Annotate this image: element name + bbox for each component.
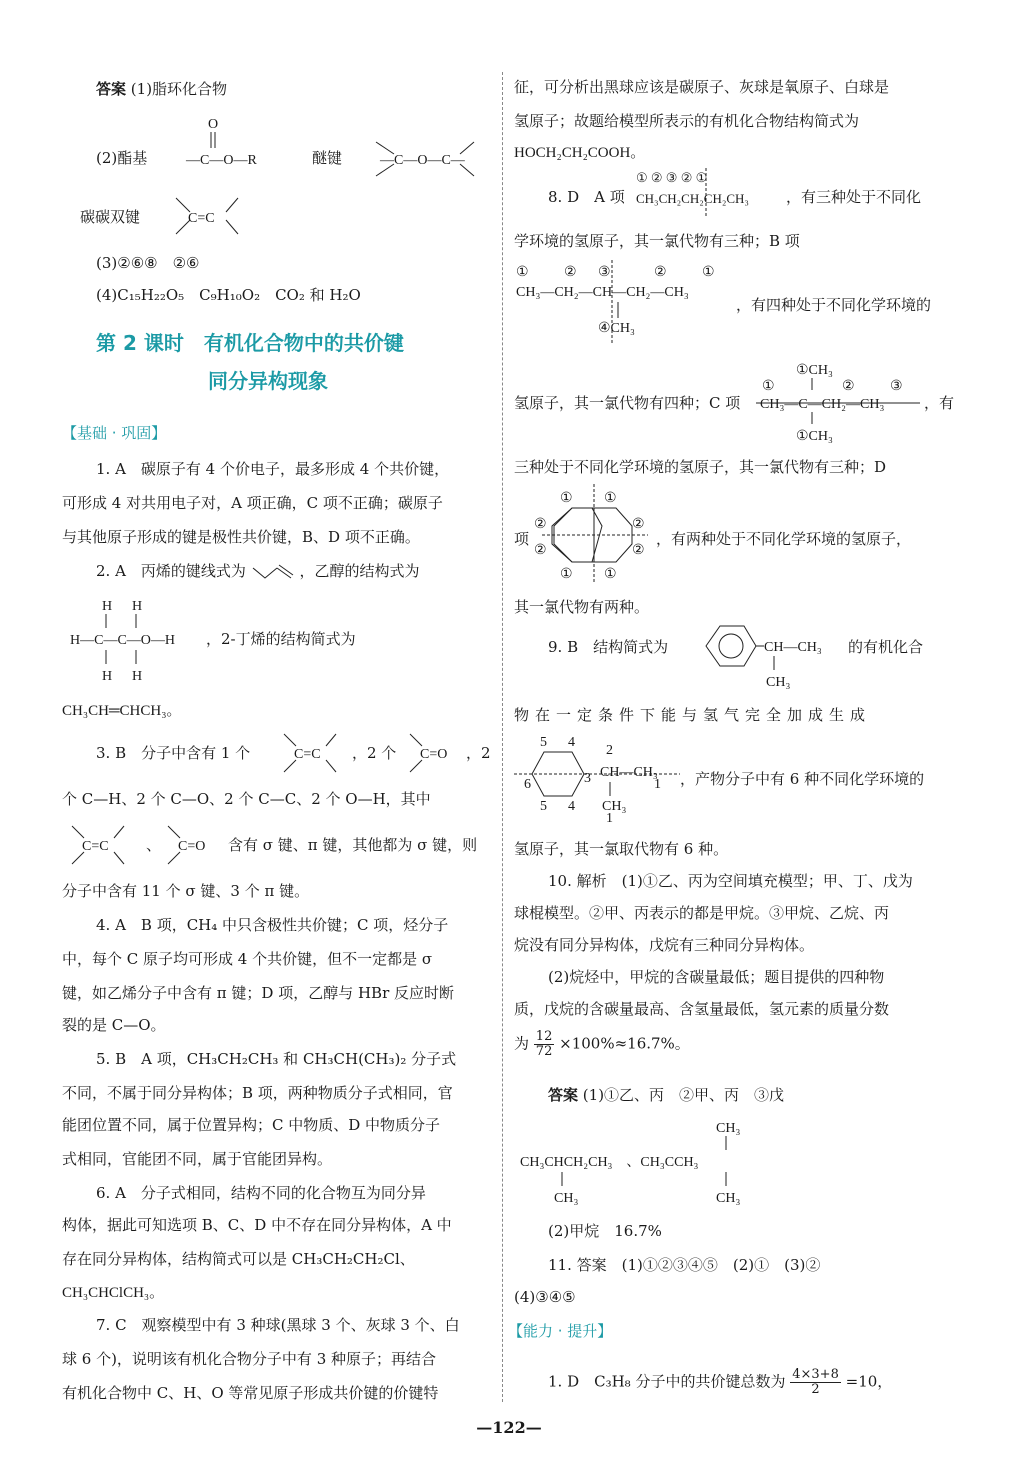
q6-line: 6. A 分子式相同，结构不同的化合物互为同分异 bbox=[96, 1184, 426, 1202]
svg-text:C=O: C=O bbox=[178, 839, 206, 854]
lesson-title: 第 2 课时 有机化合物中的共价键 bbox=[96, 331, 404, 355]
svg-text:②: ② bbox=[654, 265, 667, 280]
ester-structure bbox=[184, 112, 294, 174]
ester-label: (2)酯基 bbox=[96, 149, 148, 167]
q8-text: 其一氯代物有两种。 bbox=[514, 598, 650, 616]
q5-line: 5. B A 项，CH₃CH₂CH₃ 和 CH₃CH(CH₃)₂ 分子式 bbox=[96, 1050, 457, 1068]
q7-line: 有机化合物中 C、H、O 等常见原子形成共价键的价键特 bbox=[62, 1384, 439, 1402]
q9-text: 的有机化合 bbox=[848, 638, 924, 656]
q4-line: 裂的是 C—O。 bbox=[62, 1016, 166, 1034]
ether-structure bbox=[374, 132, 494, 184]
q4-line: 4. A B 项，CH₄ 中只含极性共价键；C 项，烃分子 bbox=[96, 916, 449, 934]
q1-ability-line bbox=[548, 1368, 892, 1397]
q2-text: 2. A 丙烯的键线式为 bbox=[96, 562, 246, 580]
naphthalene-structure bbox=[532, 484, 658, 584]
svg-text:②: ② bbox=[534, 543, 547, 558]
q10-calc-line: 为 $\frac{12}{72}$ ×100%≈16.7%。 bbox=[514, 1029, 690, 1059]
q8-b-structure bbox=[514, 260, 740, 344]
svg-text:CH₃: CH₃ bbox=[716, 1191, 741, 1206]
svg-text:3: 3 bbox=[584, 771, 591, 786]
section-basic: 【基础 · 巩固】 bbox=[62, 424, 167, 442]
q1-frac-num: 4×3+8 bbox=[792, 1367, 839, 1382]
q3-text: 分子中含有 11 个 σ 键、3 个 π 键。 bbox=[62, 882, 310, 900]
svg-text:CH—CH₃: CH—CH₃ bbox=[764, 640, 822, 655]
q11-line: (4)③④⑤ bbox=[514, 1288, 576, 1306]
svg-text:4: 4 bbox=[568, 799, 575, 814]
svg-text:①CH₃: ①CH₃ bbox=[796, 429, 833, 444]
svg-text:①: ① bbox=[702, 265, 715, 280]
svg-text:③: ③ bbox=[598, 265, 611, 280]
symmetry-axis bbox=[700, 168, 712, 218]
svg-text:2: 2 bbox=[606, 743, 613, 758]
q11-line: 11. 答案 (1)①②③④⑤ (2)① (3)② bbox=[548, 1256, 821, 1274]
q10-calc: ×100%≈16.7%。 bbox=[559, 1034, 690, 1053]
q3-line bbox=[96, 742, 250, 764]
q1-ability-text: 1. D C₃H₈ 分子中的共价键总数为 bbox=[548, 1372, 786, 1391]
svg-text:6: 6 bbox=[524, 777, 531, 792]
q1-frac-den: 2 bbox=[811, 1382, 820, 1397]
q9-product-structure bbox=[514, 734, 684, 822]
q2-text: ，乙醇的结构式为 bbox=[299, 562, 420, 580]
svg-text:H—C—C—O—H: H—C—C—O—H bbox=[70, 633, 176, 648]
q8-text: 8. D A 项 bbox=[548, 188, 625, 206]
q1-line: 可形成 4 对共用电子对，A 项正确，C 项不正确；碳原子 bbox=[62, 494, 443, 512]
answer-4: (4)C₁₅H₂₂O₅ C₉H₁₀O₂ CO₂ 和 H₂O bbox=[96, 286, 361, 304]
q1-line: 与其他原子形成的键是极性共价键，B、D 项不正确。 bbox=[62, 528, 420, 546]
svg-text:C=C: C=C bbox=[294, 747, 321, 762]
q10-line: 质，戊烷的含碳量最高、含氢量最低，氢元素的质量分数 bbox=[514, 1000, 890, 1018]
svg-text:CH—CH₃: CH—CH₃ bbox=[600, 765, 658, 780]
q10-answer-1: (1)①乙、丙 ②甲、丙 ③戊 bbox=[582, 1086, 785, 1104]
svg-text:CH₃: CH₃ bbox=[716, 1121, 741, 1136]
q1-line: 1. A 碳原子有 4 个价电子，最多形成 4 个共价键， bbox=[96, 460, 450, 478]
q2-text: CH₃CH═CHCH₃。 bbox=[62, 703, 182, 719]
svg-text:H: H bbox=[102, 669, 113, 684]
ester-o: O bbox=[208, 117, 219, 132]
svg-text:①: ① bbox=[604, 567, 617, 582]
q10-frac-den: 72 bbox=[535, 1044, 553, 1059]
q9-text: 物在一定条件下能与氢气完全加成生成 bbox=[514, 706, 872, 724]
q8-c-structure bbox=[756, 354, 930, 450]
q8-text: ，有四种处于不同化学环境的 bbox=[736, 296, 932, 314]
q8-text: 项 bbox=[514, 530, 530, 548]
q10-fraction bbox=[534, 1030, 555, 1059]
svg-text:1: 1 bbox=[606, 811, 613, 822]
q1-fraction bbox=[790, 1368, 841, 1397]
q10-answer-2: (2)甲烷 16.7% bbox=[548, 1222, 662, 1240]
q3-text: 个 C—H、2 个 C—O、2 个 C—C、2 个 O—H，其中 bbox=[62, 790, 431, 808]
q10-answer bbox=[548, 1084, 784, 1106]
q2-line bbox=[96, 560, 420, 582]
svg-text:CH₃—C—CH₂—CH₃: CH₃—C—CH₂—CH₃ bbox=[760, 397, 885, 412]
svg-text:①: ① bbox=[516, 265, 529, 280]
q8-text: ，有两种处于不同化学环境的氢原子， bbox=[656, 530, 912, 548]
q6-line: CH₃CHClCH₃。 bbox=[62, 1285, 165, 1301]
q6-line: 构体，据此可知选项 B、C、D 中不存在同分异构体，A 中 bbox=[62, 1216, 452, 1234]
q8-text: 三种处于不同化学环境的氢原子，其一氯代物有三种；D bbox=[514, 458, 887, 476]
q9-styrene-structure bbox=[698, 620, 848, 692]
q6-line: 存在同分异构体，结构简式可以是 CH₃CH₂CH₂Cl、 bbox=[62, 1250, 415, 1268]
q8-text: 氢原子，其一氯代物有四种；C 项 bbox=[514, 394, 741, 412]
svg-text:①: ① bbox=[560, 491, 573, 506]
q4-line: 中，每个 C 原子均可形成 4 个共价键，但不一定都是 σ bbox=[62, 950, 433, 968]
cc-double-structure bbox=[172, 192, 252, 242]
q3-text: 、 bbox=[146, 836, 162, 854]
svg-text:C=O: C=O bbox=[420, 747, 448, 762]
svg-text:H: H bbox=[132, 669, 143, 684]
section-ability: 【能力 · 提升】 bbox=[508, 1322, 613, 1340]
svg-text:4: 4 bbox=[568, 735, 575, 750]
q10-isomers bbox=[516, 1112, 786, 1206]
q8-text: 学环境的氢原子，其一氯代物有三种；B 项 bbox=[514, 232, 800, 250]
svg-text:CH₃CHCH₂CH₃ 、CH₃CCH₃: CH₃CHCH₂CH₃ 、CH₃CCH₃ bbox=[520, 1155, 699, 1170]
q7-cont-line: 氢原子；故题给模型所表示的有机化合物结构简式为 bbox=[514, 112, 860, 130]
svg-text:①: ① bbox=[604, 491, 617, 506]
answer-3: (3)②⑥⑧ ②⑥ bbox=[96, 254, 200, 272]
q7-line: 球 6 个)，说明该有机化合物分子中有 3 种原子；再结合 bbox=[62, 1350, 437, 1368]
svg-text:①CH₃: ①CH₃ bbox=[796, 363, 833, 378]
svg-text:②: ② bbox=[842, 379, 855, 394]
q5-line: 不同，不属于同分异构体；B 项，两种物质分子式相同，官 bbox=[62, 1084, 453, 1102]
q8-text: ，有 bbox=[924, 394, 955, 412]
svg-text:③: ③ bbox=[890, 379, 903, 394]
q3-text: 含有 σ 键、π 键，其他都为 σ 键，则 bbox=[228, 836, 478, 854]
svg-text:①: ① bbox=[762, 379, 775, 394]
svg-text:②: ② bbox=[564, 265, 577, 280]
svg-text:H: H bbox=[102, 599, 113, 614]
q1-ability-text: =10， bbox=[845, 1372, 893, 1391]
svg-text:C=C: C=C bbox=[82, 839, 109, 854]
svg-text:CH₃—CH₂—CH—CH₂—CH₃: CH₃—CH₂—CH—CH₂—CH₃ bbox=[516, 285, 689, 300]
propene-skeletal bbox=[251, 564, 295, 580]
svg-text:②: ② bbox=[632, 543, 645, 558]
q10-frac-num: 12 bbox=[535, 1029, 553, 1044]
q8-nums: ① ② ③ ② ① bbox=[636, 170, 708, 185]
q5-line: 能团位置不同，属于位置异构；C 中物质、D 中物质分子 bbox=[62, 1116, 441, 1134]
ether-group: —C—O—C— bbox=[380, 153, 465, 168]
svg-text:H: H bbox=[132, 599, 143, 614]
page-number: —122— bbox=[476, 1418, 542, 1437]
q9-text: ，产物分子中有 6 种不同化学环境的 bbox=[680, 770, 925, 788]
svg-text:CH₃: CH₃ bbox=[554, 1191, 579, 1206]
q9-text: 9. B 结构简式为 bbox=[548, 638, 669, 656]
ethanol-structure bbox=[66, 594, 226, 686]
cc-double-icon bbox=[66, 822, 136, 868]
svg-text:5: 5 bbox=[540, 735, 547, 750]
svg-text:CH₃: CH₃ bbox=[766, 675, 791, 690]
svg-text:1: 1 bbox=[654, 777, 661, 792]
q10-line: 烷没有同分异构体，戊烷有三种同分异构体。 bbox=[514, 936, 815, 954]
q4-line: 键，如乙烯分子中含有 π 键；D 项，乙醇与 HBr 反应时断 bbox=[62, 984, 455, 1002]
cc-double-group: C=C bbox=[188, 211, 215, 226]
ester-group: —C—O—R bbox=[186, 153, 257, 168]
lesson-subtitle: 同分异构现象 bbox=[208, 369, 328, 393]
cc-double-label: 碳碳双键 bbox=[80, 208, 141, 226]
q8-formula: CH₃CH₂CH₂CH₂CH₃ bbox=[636, 191, 749, 206]
q5-line: 式相同，官能团不同，属于官能团异构。 bbox=[62, 1150, 333, 1168]
q7-line: 7. C 观察模型中有 3 种球(黑球 3 个、灰球 3 个、白 bbox=[96, 1316, 460, 1334]
q2-text: ，2-丁烯的结构简式为 bbox=[206, 630, 356, 648]
q7-cont-line: 征，可分析出黑球应该是碳原子、灰球是氧原子、白球是 bbox=[514, 78, 890, 96]
answer-line-1 bbox=[96, 78, 227, 100]
q7-cont-line: HOCH₂CH₂COOH。 bbox=[514, 145, 646, 161]
q3-text: ，2 个 bbox=[352, 744, 397, 762]
q10-line: (2)烷烃中，甲烷的含碳量最低；题目提供的四种物 bbox=[548, 968, 885, 986]
svg-text:④CH₃: ④CH₃ bbox=[598, 321, 635, 336]
co-double-icon bbox=[406, 730, 466, 776]
q10-answer-title: 答案 bbox=[548, 1086, 579, 1104]
answer-1: (1)脂环化合物 bbox=[130, 80, 228, 98]
q3-text: 3. B 分子中含有 1 个 bbox=[96, 744, 251, 762]
ether-label: 醚键 bbox=[312, 149, 343, 167]
q3-text: ，2 bbox=[466, 744, 491, 762]
q10-line: 球棍模型。②甲、丙表示的都是甲烷。③甲烷、乙烷、丙 bbox=[514, 904, 890, 922]
cc-double-icon bbox=[278, 730, 348, 776]
answer-title: 答案 bbox=[96, 80, 127, 98]
svg-text:①: ① bbox=[560, 567, 573, 582]
svg-text:②: ② bbox=[632, 517, 645, 532]
svg-text:②: ② bbox=[534, 517, 547, 532]
q8-text: ，有三种处于不同化 bbox=[786, 188, 922, 206]
co-double-icon bbox=[164, 822, 224, 868]
svg-text:5: 5 bbox=[540, 799, 547, 814]
q10-line: 10. 解析 (1)①乙、丙为空间填充模型；甲、丁、戊为 bbox=[548, 872, 913, 890]
svg-text:CH₃: CH₃ bbox=[602, 799, 627, 814]
column-divider bbox=[502, 72, 503, 1402]
q9-text: 氢原子，其一氯取代物有 6 种。 bbox=[514, 840, 729, 858]
